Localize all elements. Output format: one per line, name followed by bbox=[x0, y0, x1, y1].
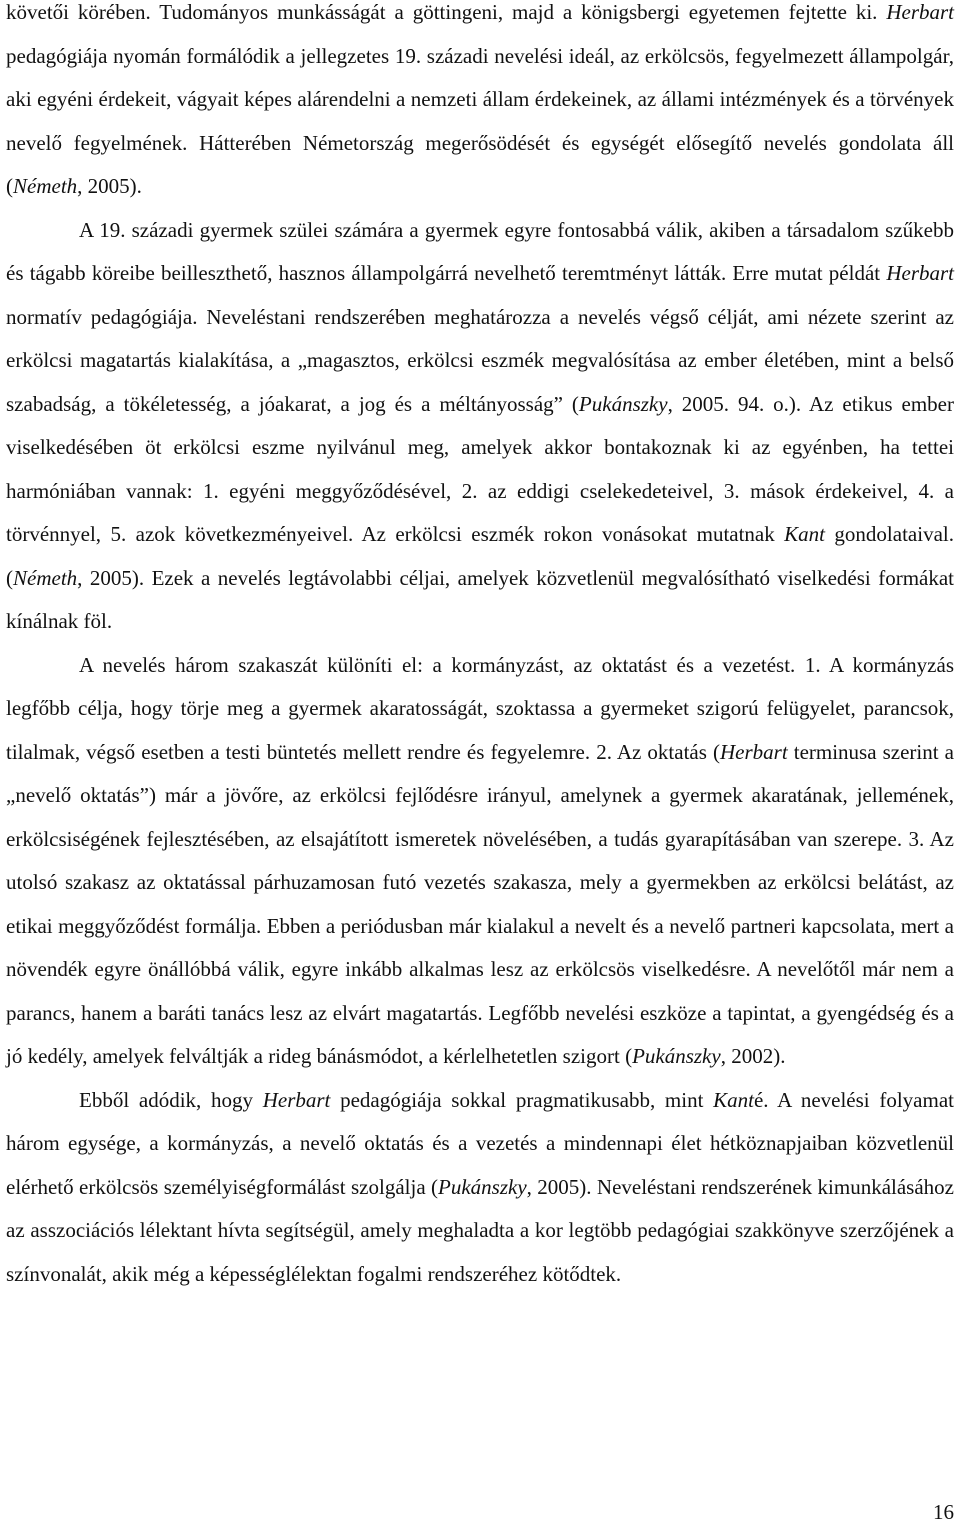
text-run: terminusa szerint a „nevelő oktatás”) már a jövőre, az erkölcsi fejlődésre irányul, amelynek a gyermek akaratának, jellemének, erkölcsiségének fejlesztésében, az elsajátított ismeretek növelésében, a tudás gyarapításában van szerepe. 3. Az utolsó szakasz az oktatással párhuzamosan futó vezetés szakasza, mely a gyermekben az erkölcsi belátást, az etikai meggyőződést formálja. Ebben a periódusban már kialakul a nevelt és a nevelő partneri kapcsolata, mert a növendék egyre önállóbbá válik, egyre inkább alkalmas lesz az erkölcsös viselkedésre. A nevelőtől már nem a parancs, hanem a baráti tanács lesz az elvárt magatartás. Legfőbb nevelési eszköze a tapintat, a gyengédség és a jó kedély, amelyek felváltják a rideg bánásmódot, a kérlelhetetlen szigort ( bbox=[6, 739, 954, 1068]
text-run: , 2005). Neveléstani rendszerének kimunkálásához az asszociációs lélektant hívta segítségül, amely meghaladta a kor legtöbb pedagógiai szakkönyve szerzőjének a színvonalát, akik még a képességlélektan fogalmi rendszeréhez kötődtek. bbox=[6, 1174, 954, 1286]
page-number: 16 bbox=[933, 1500, 954, 1524]
text-run: , 2005). bbox=[77, 174, 142, 198]
italic-name: Herbart bbox=[719, 739, 788, 764]
text-run: normatív pedagógiája. Neveléstani rendszerében meghatározza a nevelés végső célját, ami nézete szerint az erkölcsi magatartás kialakítása, a „magasztos, erkölcsi eszmék megvalósítása az ember életében, mint a belső szabadság, a tökéletesség, a jóakarat, a jog és a méltányosság” ( bbox=[6, 304, 954, 416]
text-run: , 2005. 94. o.). Az etikus ember viselkedésében öt erkölcsi eszme nyilvánul meg, amelyek akkor bontakoznak ki az egyénben, ha tettei harmóniában vannak: 1. egyéni meggyőződésével, 2. az eddigi cselekedeteivel, 3. mások érdekeivel, 4. a törvénnyel, 5. azok következményeivel. Az erkölcsi eszmék rokon vonásokat mutatnak bbox=[6, 391, 954, 546]
italic-name: Németh bbox=[13, 174, 78, 198]
italic-name: Pukánszky bbox=[578, 391, 668, 416]
text-run: A nevelés három szakaszát különíti el: a kormányzást, az oktatást és a vezetést. 1. A kormányzás legfőbb célja, hogy törje meg a gyermek akaratosságát, szoktassa a gyermeket szigorú felügyelet, parancsok, tilalmak, végső esetben a testi büntetés mellett rendre és fegyelemre. 2. Az oktatás ( bbox=[6, 652, 954, 764]
text-run: követői körében. Tudományos munkásságát a göttingeni, majd a königsbergi egyetemen fejtette ki. bbox=[6, 0, 887, 24]
italic-name: Kant bbox=[784, 522, 826, 546]
document-page bbox=[6, 0, 954, 1296]
text-run: , 2002). bbox=[720, 1044, 786, 1068]
paragraph-4 bbox=[6, 1079, 954, 1297]
paragraph-2 bbox=[6, 209, 954, 644]
text-run: gondolataival. ( bbox=[6, 522, 954, 590]
italic-name: Herbart bbox=[886, 261, 954, 285]
text-run: , 2005). Ezek a nevelés legtávolabbi céljai, amelyek közvetlenül megvalósítható viselkedési formákat kínálnak föl. bbox=[6, 565, 954, 633]
paragraph-3 bbox=[6, 644, 954, 1079]
text-run: Ebből adódik, hogy bbox=[79, 1087, 263, 1112]
italic-name: Kant bbox=[713, 1087, 754, 1112]
italic-name: Herbart bbox=[886, 0, 954, 24]
italic-name: Pukánszky bbox=[632, 1044, 721, 1068]
italic-name: Pukánszky bbox=[438, 1174, 527, 1199]
text-run: pedagógiája sokkal pragmatikusabb, mint bbox=[330, 1087, 714, 1112]
text-run: é. A nevelési folyamat három egysége, a kormányzás, a nevelő oktatás és a vezetés a mindennapi élet hétköznapjaiban közvetlenül elérhető erkölcsös személyiségformálást szolgálja ( bbox=[6, 1087, 954, 1199]
italic-name: Németh bbox=[13, 565, 78, 590]
text-run: pedagógiája nyomán formálódik a jellegzetes 19. századi nevelési ideál, az erkölcsös, fegyelmezett állampolgár, aki egyéni érdekeit, vágyait képes alárendelni a nemzeti állam érdekeinek, az állami intézmények és a törvények nevelő fegyelmének. Hátterében Németország megerősödését és egységét elősegítő nevelés gondolata áll ( bbox=[6, 43, 954, 198]
paragraph-1 bbox=[6, 0, 954, 209]
italic-name: Herbart bbox=[262, 1087, 331, 1112]
text-run: A 19. századi gyermek szülei számára a gyermek egyre fontosabbá válik, akiben a társadalom szűkebb és tágabb köreibe beilleszthető, hasznos állampolgárrá nevelhető teremtményt látták. Erre mutat példát bbox=[6, 217, 954, 285]
